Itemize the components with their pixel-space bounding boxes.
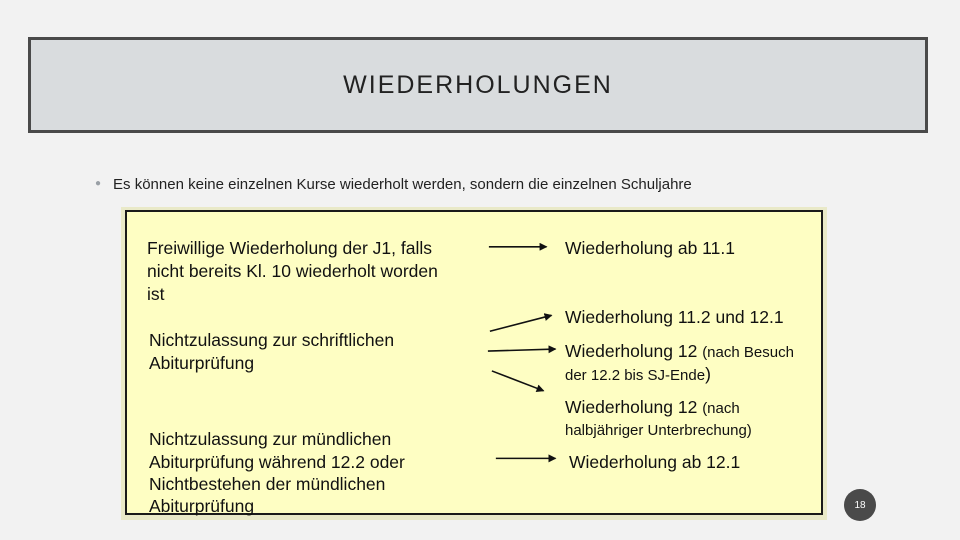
result-ab-12-1: Wiederholung ab 12.1 — [569, 452, 741, 472]
diagram-box — [125, 210, 823, 515]
freiwillig-line-3: ist — [147, 284, 165, 304]
bullet-item — [95, 176, 692, 193]
result-12-besuch-note: (nach Besuch — [702, 344, 794, 361]
result-11-2-12-1: Wiederholung 11.2 und 12.1 — [565, 307, 784, 327]
result-12-unterbrechung-main: Wiederholung 12 — [565, 397, 698, 417]
title-box — [28, 37, 928, 133]
diagram-panel — [121, 207, 827, 520]
freiwillig-line-2: nicht bereits Kl. 10 wiederholt worden — [147, 261, 438, 281]
schriftlich-line-1: Nichtzulassung zur schriftlichen — [149, 330, 395, 350]
muendlich-line-1: Nichtzulassung zur mündlichen — [149, 429, 392, 449]
muendlich-line-2: Abiturprüfung während 12.2 oder — [149, 452, 405, 472]
page-number-badge: 18 — [844, 489, 876, 521]
result-12-besuch-line-2 — [565, 363, 711, 387]
arrow-schriftlich-down — [492, 371, 544, 391]
result-12-besuch-paren: ) — [705, 364, 711, 384]
schriftlich-line-2: Abiturprüfung — [149, 353, 255, 373]
bullet-text: Es können keine einzelnen Kurse wiederholt werden, sondern die einzelnen Schuljahre — [113, 176, 692, 193]
result-12-unterbrechung-line-2 — [565, 418, 752, 442]
result-12-unterbrechung-detail: halbjähriger Unterbrechung) — [565, 422, 752, 439]
result-12-besuch-line-1 — [565, 340, 794, 364]
arrow-schriftlich-up — [490, 315, 552, 331]
muendlich-line-4: Abiturprüfung — [149, 496, 255, 516]
result-12-unterbrechung-line-1 — [565, 396, 740, 420]
bullet-dot-icon: ● — [95, 178, 102, 189]
result-12-besuch-main: Wiederholung 12 — [565, 341, 698, 361]
result-12-unterbrechung-note: (nach — [702, 400, 740, 417]
result-ab-11-1: Wiederholung ab 11.1 — [565, 238, 735, 258]
freiwillig-line-1: Freiwillige Wiederholung der J1, falls — [147, 238, 432, 258]
result-12-besuch-detail: der 12.2 bis SJ-Ende — [565, 367, 706, 384]
slide-title: WIEDERHOLUNGEN — [343, 70, 613, 99]
muendlich-line-3: Nichtbestehen der mündlichen — [149, 474, 386, 494]
arrow-schriftlich-mid — [488, 349, 556, 351]
